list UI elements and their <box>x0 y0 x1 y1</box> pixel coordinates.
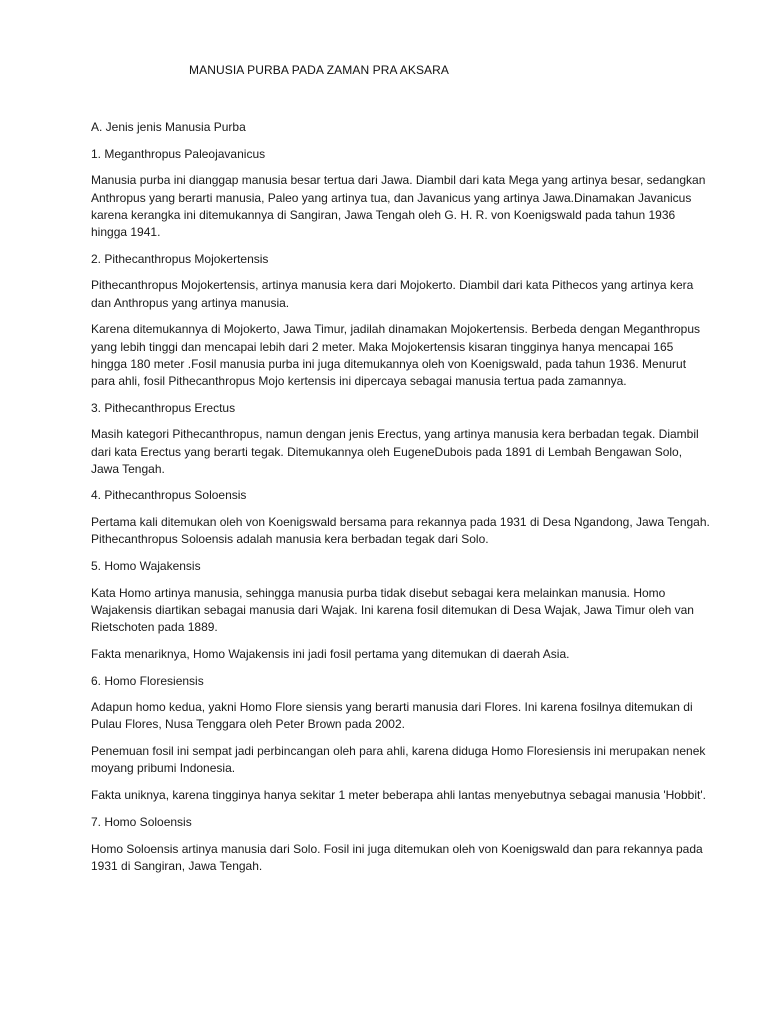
paragraph-meganthropus: Manusia purba ini dianggap manusia besar tertua dari Jawa. Diambil dari kata Mega yang artinya besar, sedangkan Anthropus yang berarti manusia, Paleo yang artinya tua, dan Javanicus yang artinya Jawa.Dinamakan Javanicus karena kerangka ini ditemukannya di Sangiran, Jawa Tengah oleh G. H. R. von Koenigswald pada tahun 1936 hingga 1941. <box>91 173 706 240</box>
paragraph-mojokertensis-1: Pithecanthropus Mojokertensis, artinya manusia kera dari Mojokerto. Diambil dari kata Pithecos yang artinya kera dan Anthropus yang artinya manusia. <box>91 278 694 310</box>
subheading-erectus: 3. Pithecanthropus Erectus <box>91 400 236 415</box>
subheading-pithecanthropus-soloensis: 4. Pithecanthropus Soloensis <box>91 488 247 503</box>
paragraph-wajakensis-1: Kata Homo artinya manusia, sehingga manusia purba tidak disebut sebagai kera melainkan manusia. Homo Wajakensis diartikan sebagai manusia dari Wajak. Ini karena fosil ditemukan di Desa Wajak, Jawa Timur oleh van Rietschoten pada 1889. <box>91 585 694 635</box>
paragraph-floresiensis-3: Fakta uniknya, karena tingginya hanya sekitar 1 meter beberapa ahli lantas menyebutnya sebagai manusia 'Hobbit'. <box>91 788 706 803</box>
document-title: MANUSIA PURBA PADA ZAMAN PRA AKSARA <box>189 63 450 77</box>
paragraph-wajakensis-2: Fakta menariknya, Homo Wajakensis ini jadi fosil pertama yang ditemukan di daerah Asia. <box>91 646 570 661</box>
paragraph-floresiensis-1: Adapun homo kedua, yakni Homo Flore siensis yang berarti manusia dari Flores. Ini karena fosilnya ditemukan di Pulau Flores, Nusa Tenggara oleh Peter Brown pada 2002. <box>91 700 693 732</box>
subheading-mojokertensis: 2. Pithecanthropus Mojokertensis <box>91 251 269 266</box>
subheading-homo-soloensis: 7. Homo Soloensis <box>91 814 192 829</box>
paragraph-erectus: Masih kategori Pithecanthropus, namun dengan jenis Erectus, yang artinya manusia kera berbadan tegak. Diambil dari kata Erectus yang berarti tegak. Ditemukannya oleh EugeneDubois pada 1891 di Lembah Bengawan Solo, Jawa Tengah. <box>91 427 699 476</box>
paragraph-homo-soloensis: Homo Soloensis artinya manusia dari Solo. Fosil ini juga ditemukan oleh von Koenigswald dan para rekannya pada 1931 di Sangiran, Jawa Tengah. <box>91 841 703 873</box>
paragraph-mojokertensis-2: Karena ditemukannya di Mojokerto, Jawa Timur, jadilah dinamakan Mojokertensis. Berbeda dengan Meganthropus yang lebih tinggi dan mencapai lebih dari 2 meter. Maka Mojokertensis kisaran tingginya hanya mencapai 165 hingga 180 meter .Fosil manusia purba ini juga ditemukannya oleh von Koenigswald, pada tahun 1936. Menurut para ahli, fosil Pithecanthropus Mojo kertensis ini dipercaya sebagai manusia tertua pada zamannya. <box>91 322 701 388</box>
paragraph-pithecanthropus-soloensis: Pertama kali ditemukan oleh von Koenigswald bersama para rekannya pada 1931 di Desa Ngandong, Jawa Tengah. Pithecanthropus Soloensis adalah manusia kera berbadan tegak dari Solo. <box>91 515 710 547</box>
subheading-floresiensis: 6. Homo Floresiensis <box>91 673 204 688</box>
paragraph-floresiensis-2: Penemuan fosil ini sempat jadi perbincangan oleh para ahli, karena diduga Homo Floresiensis ini merupakan nenek moyang pribumi Indonesia. <box>91 744 706 776</box>
section-heading: A. Jenis jenis Manusia Purba <box>91 120 246 134</box>
subheading-wajakensis: 5. Homo Wajakensis <box>91 559 201 574</box>
document-body <box>91 119 711 884</box>
subheading-meganthropus: 1. Meganthropus Paleojavanicus <box>91 146 266 161</box>
